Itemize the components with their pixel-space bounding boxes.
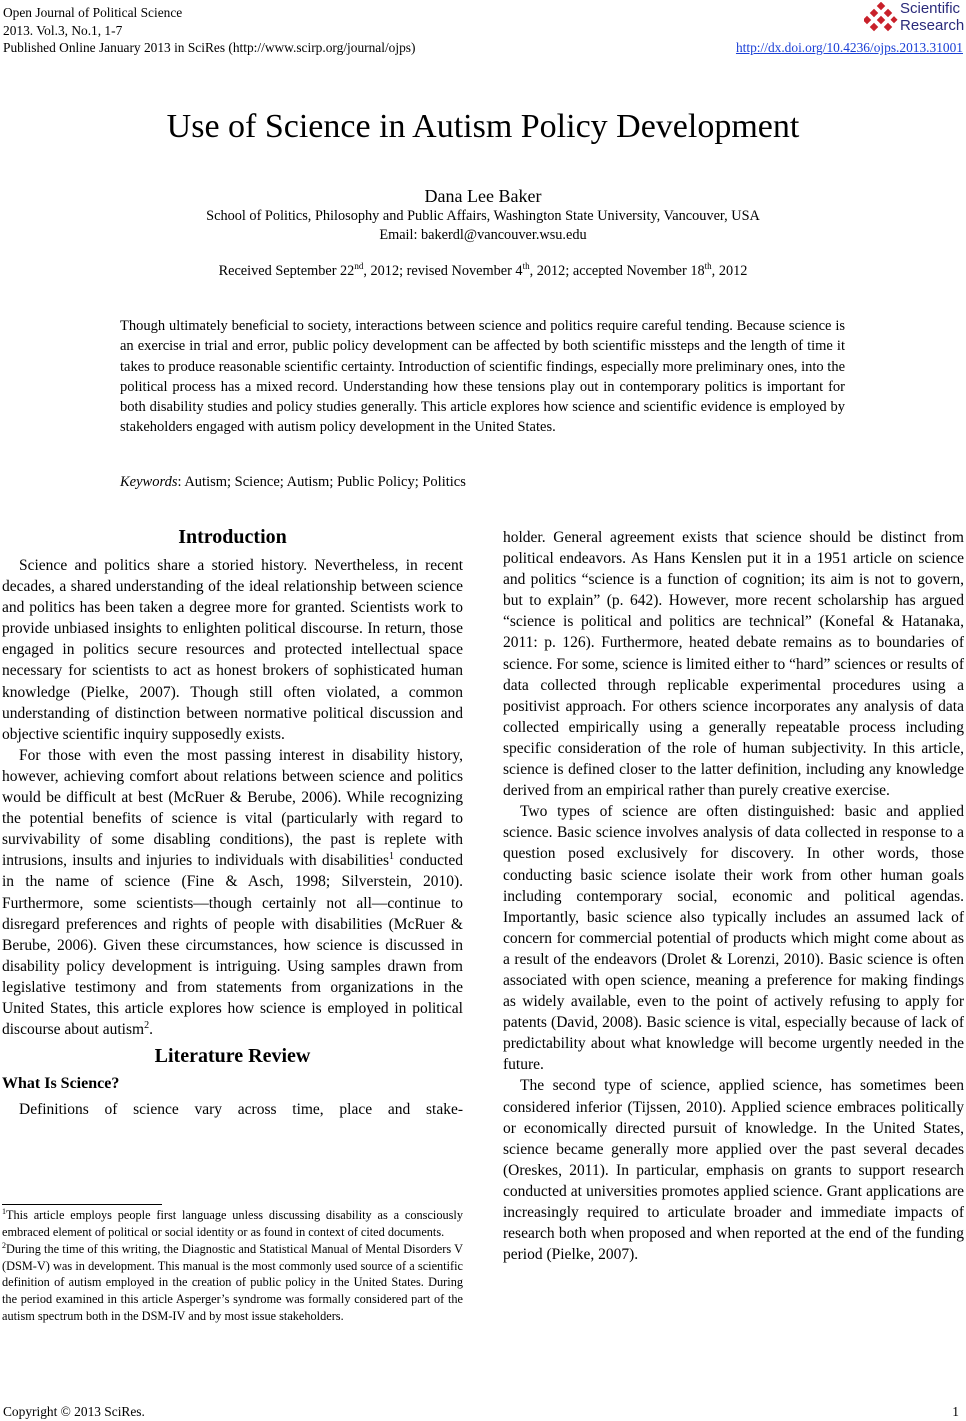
- section-heading-literature-review: Literature Review: [154, 1045, 311, 1068]
- keywords: [120, 472, 845, 492]
- author-name: Dana Lee Baker: [424, 186, 542, 206]
- right-paragraph-1: holder. General agreement exists that science should be distinct from political endeavors. As Hans Kenslen put it in a 1951 article on science and politics “science is a function of cognition; its aim is not to govern, but to explain” (p. 642). However, more recent scholarship has argued “science is political and politics are technical” (Konefal & Hatanaka, 2011: p. 126). Furthermore, heated debate remains as to boundaries of science. For some, science is limited either to “hard” sciences or results of data collected through replicable experimental procedures using a positivist approach. For others science incorporates any analysis of data collected empirically using a generally repeatable process including specific consideration of the role of human subjectivity. In this article, science is defined closer to the latter definition, including any knowledge derived from an empirical rather than purely creative exercise.: [503, 529, 964, 800]
- right-paragraph-2: Two types of science are often distinguished: basic and applied science. Basic science involves analysis of data collected in response to a question posed exclusively for discovery. In other words, those conducting basic science isolate their work from other human goals including contemporary social, economic and political agendas. Importantly, basic science also typically includes an assumed lack of concern for commercial potential of products which might come about as a result of the endeavors (Drolet & Lorenzi, 2010). Basic science is often associated with open science, meaning a preference for making findings as widely available, even to the point of actively refusing to apply for patents (David, 2008). Basic science is vital, especially because of lack of predictability about what knowledge will become urgently needed in the future.: [503, 803, 964, 1074]
- paper-title: Use of Science in Autism Policy Development: [166, 108, 800, 145]
- footnote-1: $^1$This article employs people first language unless discussing disability as a consciously embraced element of political or social identity or as found in context of cited documents.: [2, 1206, 463, 1239]
- intro-paragraph-1: Science and politics share a storied history. Nevertheless, in recent decades, a shared understanding of the ideal relationship between science and politics has been taken a degree more for granted. Scientists work to provide unbiased insights to enlighten political discourse. In return, those engaged in politics secure resources and protected intellectual space necessary for scientists to act as honest brokers of sophisticated human knowledge (Pielke, 2007). Though still often violated, a common understanding of distinction between normative political discussion and objective scientific inquiry supposedly exists.: [2, 557, 463, 743]
- subsection-heading-what-is-science: What Is Science?: [2, 1075, 120, 1093]
- journal-volume: 2013. Vol.3, No.1, 1-7: [3, 22, 123, 38]
- keywords-label: Keywords: [120, 474, 178, 490]
- footnote-2: $^2$During the time of this writing, the Diagnostic and Statistical Manual of Mental Disorders V (DSM-V) was in development. This manual is the most commonly used source of a scientific definition of autism employed in the creation of public policy in the United States. During the period examined in this article Asperger’s syndrome was formally considered part of the autism spectrum both in the DSM-IV and by most issue stakeholders.: [2, 1241, 463, 1323]
- left-column: [2, 524, 463, 1120]
- copyright-notice: Copyright © 2013 SciRes.: [3, 1404, 145, 1419]
- abstract: Though ultimately beneficial to society, interactions between science and politics require careful tending. Because science is an exercise in trial and error, public policy development can be affected by both scientific missteps and the length of time it takes to produce reasonable scientific certainty. Introduction of scientific findings, especially more preliminary ones, into the political process has a mixed record. Understanding how these tensions play out in contemporary politics is important for both disability studies and policy studies generally. This article explores how science and scientific evidence is employed by stakeholders engaged with autism policy development in the United States.: [120, 318, 845, 436]
- footnote-divider: [2, 1204, 162, 1205]
- intro-paragraph-2: For those with even the most passing interest in disability history, however, achieving comfort about relations between science and politics would be difficult at best (McRuer & Berube, 2006). While recognizing the potential benefits of science is vital (particularly with regard to survivability of some disabling conditions), the past is replete with intrusions, insults and injuries to individuals with disabilities$^1$ conducted in the name of science (Fine & Asch, 1998; Silverstein, 2010). Furthermore, some scientists—though certainly not all—continue to disregard preferences and rights of people with disabilities (McRuer & Berube, 2006). Given these circumstances, how science is discussed in disability policy development is intriguing. Using samples drawn from legislative testimony and from statements from organizations in the United States, this article explores how science is employed in political discourse about autism$^2$.: [2, 746, 463, 1039]
- footnotes: [2, 1207, 463, 1325]
- right-column: [503, 527, 964, 1265]
- logo-text: [900, 0, 964, 34]
- footnote-ref-1[interactable]: 1: [389, 851, 395, 863]
- journal-header: [3, 4, 415, 57]
- journal-published: Published Online January 2013 in SciRes (http://www.scirp.org/journal/ojps): [3, 40, 416, 55]
- section-heading-introduction: Introduction: [178, 526, 287, 548]
- author-email: Email: bakerdl@vancouver.wsu.edu: [379, 227, 587, 243]
- author-affiliation: School of Politics, Philosophy and Public Affairs, Washington State University, Vancouver, USA: [206, 208, 760, 224]
- right-paragraph-3: The second type of science, applied science, has sometimes been considered inferior (Tijssen, 2010). Applied science embraces politically or economically directed pursuit of knowledge. In the United States, science became generally more applied over the past several decades (Oreskes, 2011). In particular, emphasis on grants to support research conducted at universities promotes applied science. Grant applications are increasingly required to articulate broader and immediate impacts of research both when proposed and when reported at the end of the funding period (Pielke, 2007).: [503, 1077, 964, 1264]
- received-dates: Received September 22nd, 2012; revised November 4th, 2012; accepted November 18th, 2012: [218, 261, 748, 279]
- doi-link[interactable]: http://dx.doi.org/10.4236/ojps.2013.31001: [735, 40, 963, 55]
- keywords-list: : Autism; Science; Autism; Public Policy; Politics: [177, 474, 466, 490]
- logo-line-1: Scientific: [900, 0, 961, 17]
- logo-line-2: Research: [900, 17, 965, 34]
- journal-name: Open Journal of Political Science: [3, 5, 183, 20]
- page-number: 1: [952, 1404, 959, 1419]
- lit-paragraph-1: Definitions of science vary across time, place and stake-: [19, 1101, 463, 1119]
- footnote-ref-2[interactable]: 2: [144, 1019, 150, 1031]
- logo-diamond-icon: [864, 2, 898, 36]
- scientific-research-logo: [864, 0, 964, 38]
